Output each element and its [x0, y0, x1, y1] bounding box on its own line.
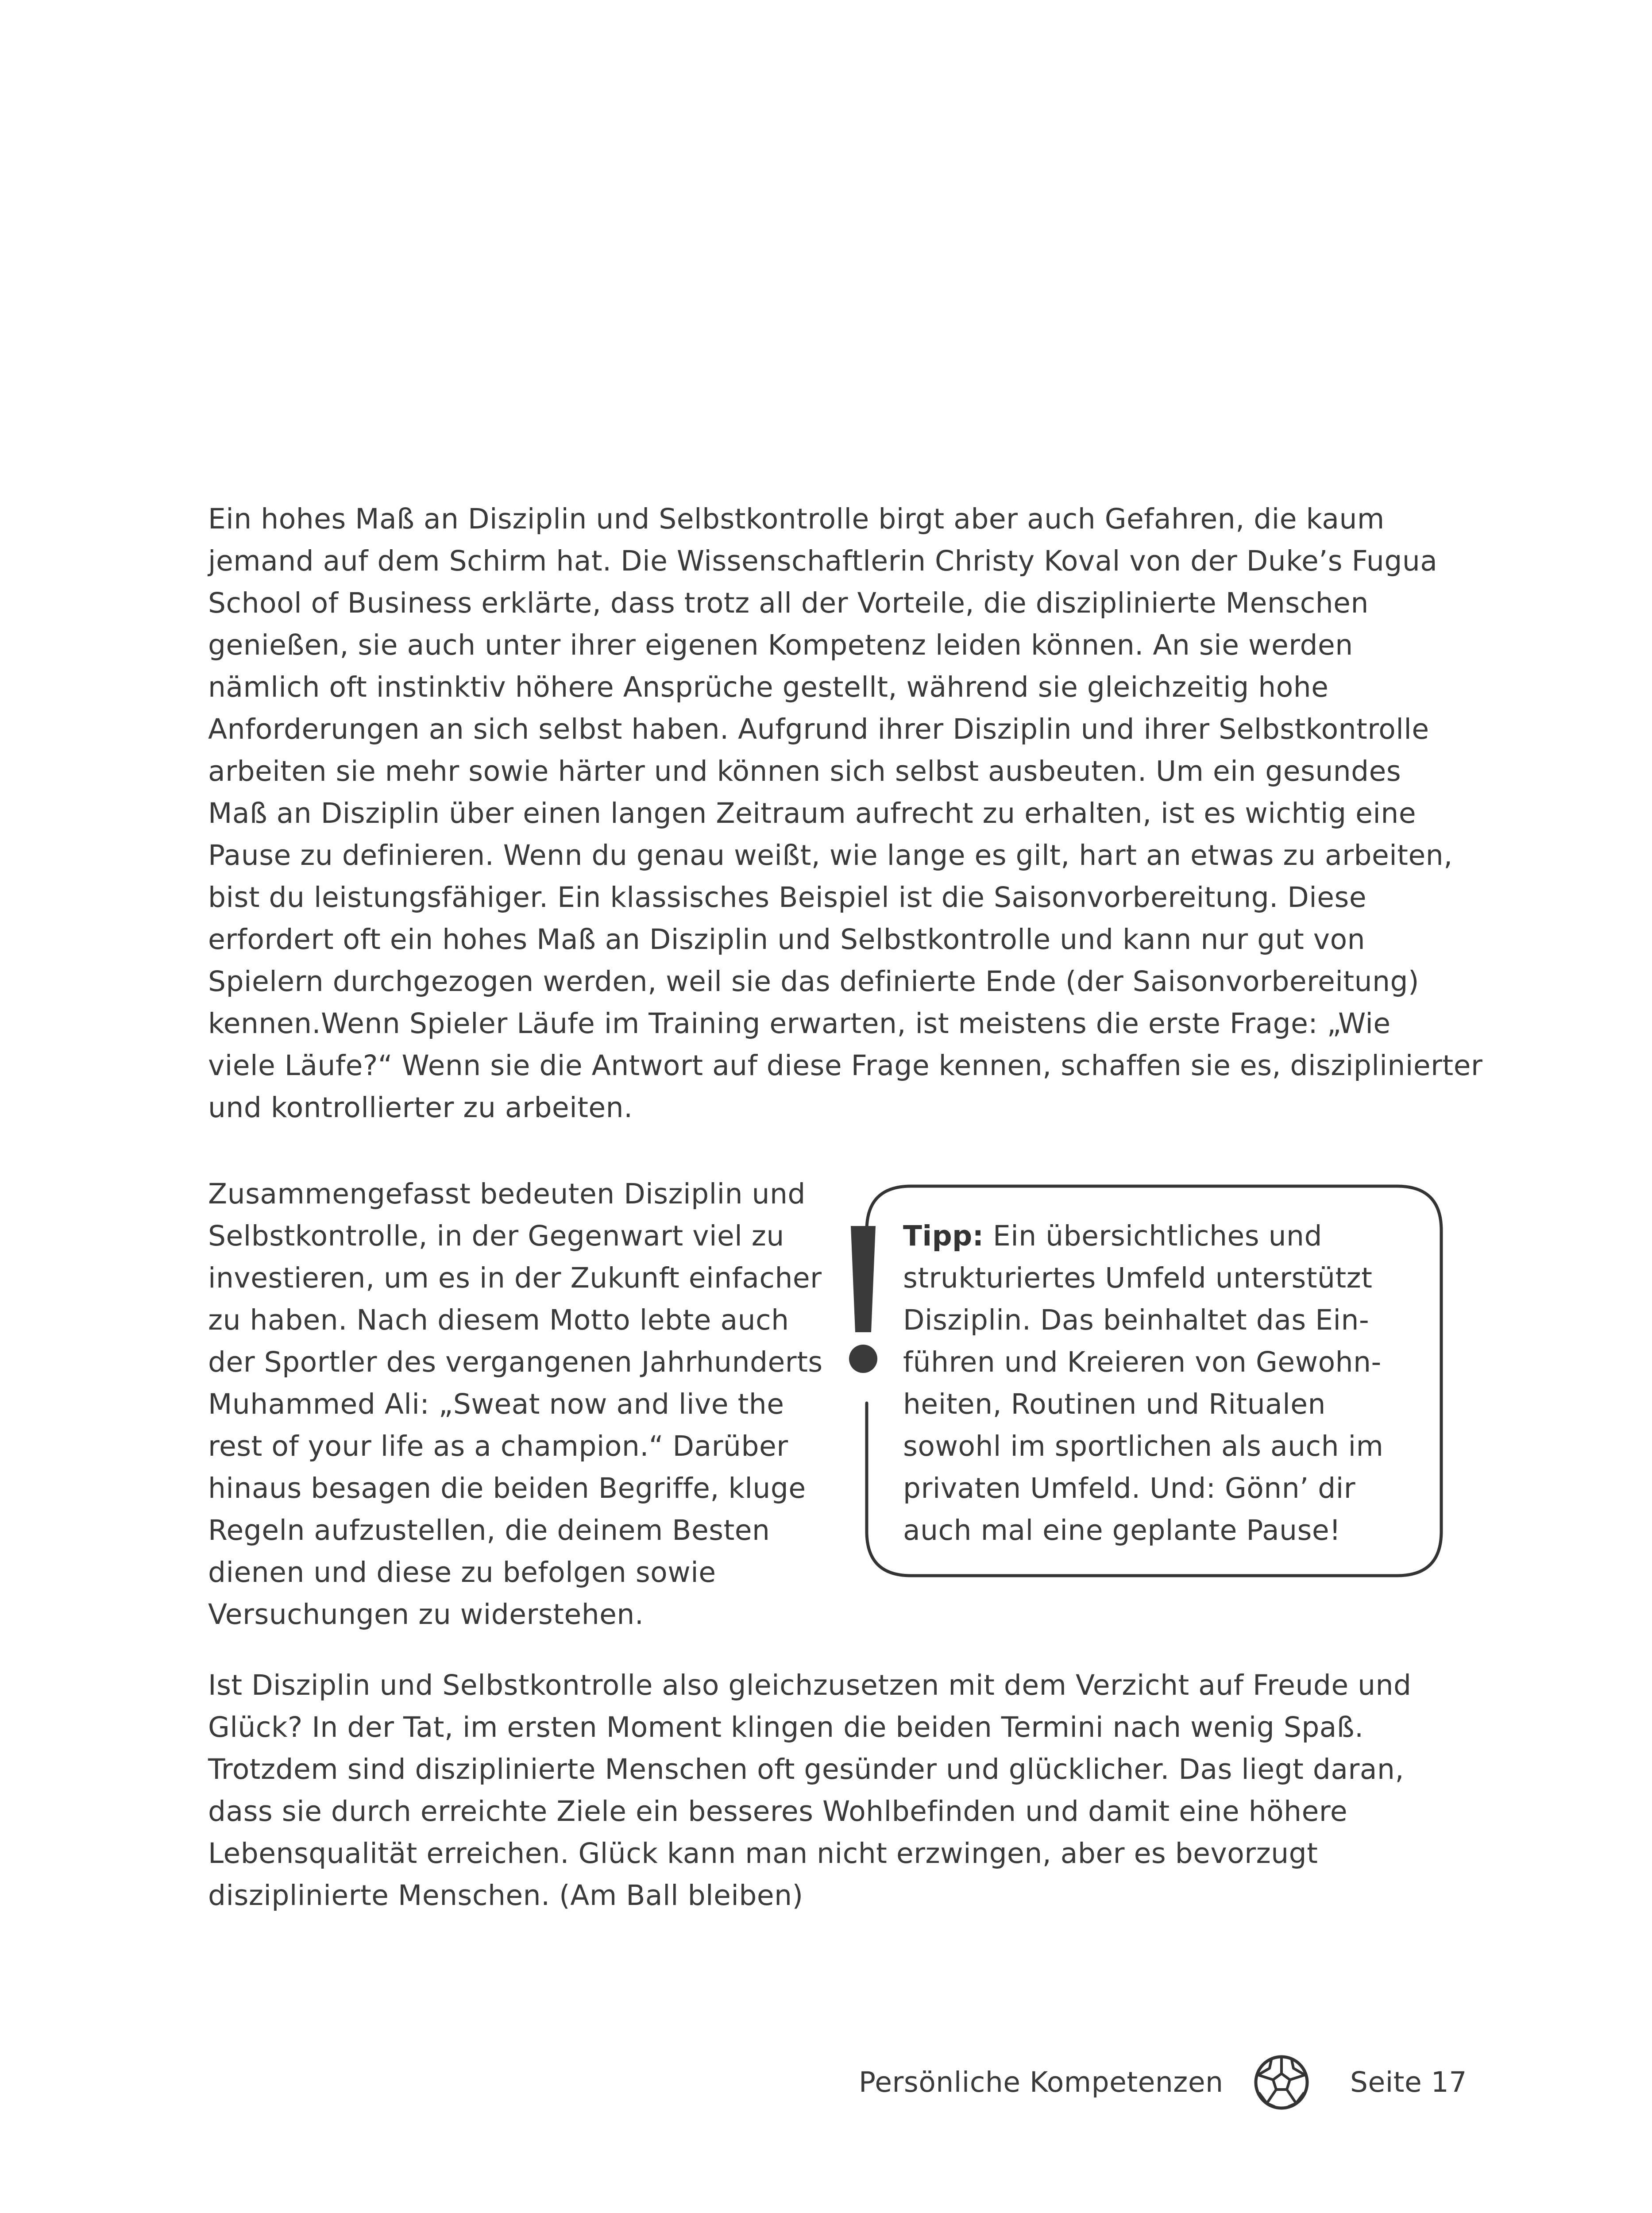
tip-label: Tipp: [903, 1220, 984, 1252]
tip-line: sowohl im sportlichen als auch im [903, 1430, 1384, 1462]
tip-line: Disziplin. Das beinhaltet das Ein- [903, 1304, 1370, 1336]
text-line: investieren, um es in der Zukunft einfacher [208, 1262, 822, 1294]
text-line: Spielern durchgezogen werden, weil sie das definierte Ende (der Saisonvorbereitung) [208, 965, 1420, 998]
text-line: School of Business erklärte, dass trotz all der Vorteile, die disziplinierte Menschen [208, 587, 1369, 619]
tip-line: heiten, Routinen und Ritualen [903, 1388, 1326, 1420]
paragraph-3 [208, 1664, 1492, 1916]
text-line: Ein hohes Maß an Disziplin und Selbstkontrolle birgt aber auch Gefahren, die kaum [208, 503, 1385, 535]
text-line: genießen, sie auch unter ihrer eigenen Kompetenz leiden können. An sie werden [208, 629, 1353, 661]
tip-text [903, 1215, 1384, 1551]
paragraph-1 [208, 498, 1492, 1129]
text-line: dienen und diese zu befolgen sowie [208, 1556, 716, 1588]
tip-line: führen und Kreieren von Gewohn- [903, 1346, 1382, 1378]
tip-line: privaten Umfeld. Und: Gönn’ dir [903, 1472, 1356, 1504]
text-line: Zusammengefasst bedeuten Disziplin und [208, 1178, 806, 1210]
text-line: Selbstkontrolle, in der Gegenwart viel zu [208, 1220, 784, 1252]
text-line: und kontrollierter zu arbeiten. [208, 1091, 633, 1124]
text-line: hinaus besagen die beiden Begriffe, kluge [208, 1472, 806, 1504]
text-line: bist du leistungsfähiger. Ein klassisches Beispiel ist die Saisonvorbereitung. Diese [208, 881, 1367, 914]
text-line: nämlich oft instinktiv höhere Ansprüche gestellt, während sie gleichzeitig hohe [208, 671, 1329, 703]
text-line: Pause zu definieren. Wenn du genau weißt, wie lange es gilt, hart an etwas zu arbeiten, [208, 839, 1453, 871]
text-line: jemand auf dem Schirm hat. Die Wissenschaftlerin Christy Koval von der Duke’s Fugua [208, 545, 1438, 577]
text-line: Anforderungen an sich selbst haben. Aufgrund ihrer Disziplin und ihrer Selbstkontrolle [208, 713, 1429, 745]
soccer-ball-icon [1253, 2054, 1310, 2111]
text-line: Versuchungen zu widerstehen. [208, 1598, 644, 1631]
text-line: Ist Disziplin und Selbstkontrolle also gleichzusetzen mit dem Verzicht auf Freude und [208, 1669, 1412, 1701]
text-line: erfordert oft ein hohes Maß an Disziplin und Selbstkontrolle und kann nur gut von [208, 923, 1366, 956]
text-line: rest of your life as a champion.“ Darüber [208, 1430, 788, 1462]
tip-first-line [903, 1215, 1384, 1257]
text-line: viele Läufe?“ Wenn sie die Antwort auf diese Frage kennen, schaffen sie es, disziplinierter [208, 1049, 1483, 1082]
exclamation-icon [845, 1226, 881, 1381]
text-line: Maß an Disziplin über einen langen Zeitraum aufrecht zu erhalten, ist es wichtig eine [208, 797, 1417, 829]
text-line: arbeiten sie mehr sowie härter und können sich selbst ausbeuten. Um ein gesundes [208, 755, 1401, 787]
page-number: Seite 17 [1350, 2066, 1467, 2098]
text-line: der Sportler des vergangenen Jahrhunderts [208, 1346, 823, 1378]
text-line: Muhammed Ali: „Sweat now and live the [208, 1388, 784, 1420]
text-line: kennen.Wenn Spieler Läufe im Training erwarten, ist meistens die erste Frage: „Wie [208, 1007, 1391, 1040]
text-line: disziplinierte Menschen. (Am Ball bleiben) [208, 1879, 803, 1912]
text-line: Glück? In der Tat, im ersten Moment klingen die beiden Termini nach wenig Spaß. [208, 1711, 1364, 1743]
text-line: dass sie durch erreichte Ziele ein besseres Wohlbefinden und damit eine höhere [208, 1795, 1348, 1827]
text-line: Lebensqualität erreichen. Glück kann man nicht erzwingen, aber es bevorzugt [208, 1837, 1318, 1870]
paragraph-2 [208, 1173, 841, 1635]
text-line: Regeln aufzustellen, die deinem Besten [208, 1514, 770, 1546]
text-line: Trotzdem sind disziplinierte Menschen oft gesünder und glücklicher. Das liegt daran, [208, 1753, 1404, 1785]
tip-line: strukturiertes Umfeld unterstützt [903, 1262, 1373, 1294]
text-line: zu haben. Nach diesem Motto lebte auch [208, 1304, 789, 1336]
tip-line: auch mal eine geplante Pause! [903, 1514, 1341, 1546]
footer-section-title: Persönliche Kompetenzen [859, 2066, 1224, 2098]
tip-first-line-rest: Ein übersichtliches und [984, 1220, 1322, 1252]
